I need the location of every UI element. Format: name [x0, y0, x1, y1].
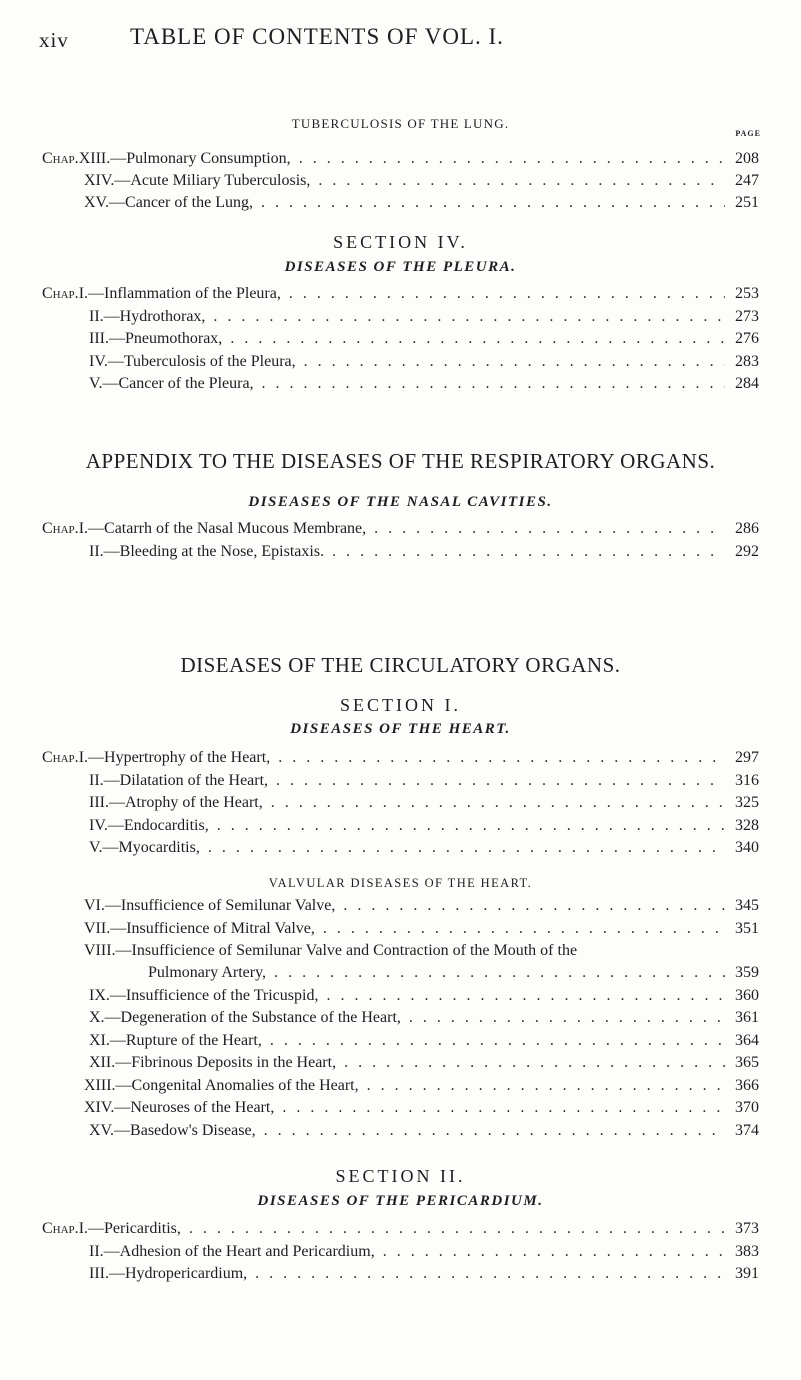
entry-page: 383 — [735, 1243, 759, 1260]
entry-page: 247 — [735, 172, 759, 189]
toc-entry — [89, 1030, 759, 1052]
entry-title: XV.—Cancer of the Lung, — [84, 194, 253, 211]
dot-leader — [359, 1075, 725, 1097]
dot-leader — [254, 373, 725, 395]
toc-entry — [89, 373, 759, 395]
dot-leader — [262, 1030, 725, 1052]
toc-entry — [89, 985, 759, 1007]
dot-leader — [375, 1241, 725, 1263]
entry-page: 284 — [735, 375, 759, 392]
dot-leader — [222, 328, 725, 350]
entry-title: IV.—Endocarditis, — [89, 817, 209, 834]
chap-label: Chap. — [42, 285, 79, 302]
dot-leader — [336, 1052, 725, 1074]
chap-label: Chap. — [42, 150, 79, 167]
dot-leader — [401, 1007, 725, 1029]
entry-title: IX.—Insufficience of the Tricuspid, — [89, 987, 319, 1004]
dot-leader — [335, 895, 725, 917]
toc-entry — [89, 351, 759, 373]
dot-leader — [310, 170, 725, 192]
toc-entry — [84, 192, 759, 214]
dot-leader — [247, 1263, 725, 1285]
entry-title: II.—Hydrothorax, — [89, 308, 206, 325]
entry-page: 253 — [735, 285, 759, 302]
toc-entry — [89, 1263, 759, 1285]
toc-entry-first-line — [84, 940, 577, 962]
toc-entry — [42, 283, 759, 305]
appendix-heading: APPENDIX TO THE DISEASES OF THE RESPIRATORY ORGANS. — [85, 449, 716, 473]
entry-title: X.—Degeneration of the Substance of the Heart, — [89, 1009, 401, 1026]
entry-title: III.—Pneumothorax, — [89, 330, 223, 347]
entry-page: 370 — [735, 1099, 759, 1116]
entry-title: I.—Inflammation of the Pleura, — [78, 285, 281, 302]
toc-entry — [42, 518, 759, 540]
tuberculosis-heading: TUBERCULOSIS OF THE LUNG. — [291, 116, 510, 131]
entry-title: I.—Pericarditis, — [78, 1220, 181, 1237]
pericardium-subheading: DISEASES OF THE PERICARDIUM. — [257, 1193, 544, 1209]
toc-entry — [89, 1120, 759, 1142]
valvular-heading: VALVULAR DISEASES OF THE HEART. — [268, 876, 533, 890]
page-number: xiv — [39, 28, 69, 52]
dot-leader — [268, 770, 725, 792]
entry-title: VII.—Insufficience of Mitral Valve, — [84, 920, 315, 937]
entry-page: 365 — [735, 1054, 759, 1071]
entry-page: 273 — [735, 308, 759, 325]
chap-label: Chap. — [42, 749, 79, 766]
section-ii-heading: SECTION II. — [335, 1166, 466, 1186]
nasal-subheading: DISEASES OF THE NASAL CAVITIES. — [248, 494, 553, 510]
entry-page: 251 — [735, 194, 759, 211]
dot-leader — [266, 962, 725, 984]
dot-leader — [315, 918, 725, 940]
entry-title: V.—Cancer of the Pleura, — [89, 375, 254, 392]
toc-entry — [89, 1052, 759, 1074]
section-iv-heading: SECTION IV. — [333, 232, 468, 252]
toc-entry — [84, 895, 759, 917]
entry-page: 366 — [735, 1077, 759, 1094]
entry-page: 373 — [735, 1220, 759, 1237]
dot-leader — [205, 306, 725, 328]
entry-page: 340 — [735, 839, 759, 856]
pleura-subheading: DISEASES OF THE PLEURA. — [284, 259, 517, 275]
entry-title: VIII.—Insufficience of Semilunar Valve and Contraction of the Mouth of the — [84, 942, 578, 959]
dot-leader — [181, 1218, 725, 1240]
dot-leader — [296, 351, 725, 373]
toc-entry — [89, 541, 759, 563]
entry-title: IV.—Tuberculosis of the Pleura, — [89, 353, 296, 370]
toc-entry — [84, 918, 759, 940]
toc-entry — [89, 837, 759, 859]
entry-title: Pulmonary Artery, — [148, 964, 267, 981]
toc-entry — [89, 328, 759, 350]
entry-page: 325 — [735, 794, 759, 811]
entry-page: 361 — [735, 1009, 759, 1026]
toc-entry — [148, 962, 759, 984]
dot-leader — [366, 518, 725, 540]
entry-title: XII.—Fibrinous Deposits in the Heart, — [89, 1054, 337, 1071]
toc-entry — [89, 306, 759, 328]
chap-label: Chap. — [42, 1220, 79, 1237]
entry-title: II.—Adhesion of the Heart and Pericardium, — [89, 1243, 375, 1260]
entry-page: 391 — [735, 1265, 759, 1282]
dot-leader — [256, 1120, 725, 1142]
dot-leader — [274, 1097, 725, 1119]
dot-leader — [253, 192, 725, 214]
toc-entry — [84, 170, 759, 192]
entry-title: XIV.—Neuroses of the Heart, — [84, 1099, 275, 1116]
dot-leader — [318, 985, 725, 1007]
toc-entry — [84, 1075, 759, 1097]
chap-label: Chap. — [42, 520, 79, 537]
entry-title: II.—Dilatation of the Heart, — [89, 772, 269, 789]
dot-leader — [200, 837, 725, 859]
toc-entry — [89, 1241, 759, 1263]
entry-title: I.—Hypertrophy of the Heart, — [78, 749, 271, 766]
entry-page: 316 — [735, 772, 759, 789]
entry-title: XI.—Rupture of the Heart, — [89, 1032, 262, 1049]
toc-entry — [84, 1097, 759, 1119]
entry-page: 359 — [735, 964, 759, 981]
dot-leader — [324, 541, 725, 563]
entry-title: VI.—Insufficience of Semilunar Valve, — [84, 897, 336, 914]
toc-entry — [89, 792, 759, 814]
entry-title: II.—Bleeding at the Nose, Epistaxis. — [89, 543, 325, 560]
entry-title: XIV.—Acute Miliary Tuberculosis, — [84, 172, 311, 189]
toc-entry — [89, 815, 759, 837]
entry-page: 208 — [735, 150, 759, 167]
entry-page: 374 — [735, 1122, 759, 1139]
toc-entry — [89, 1007, 759, 1029]
entry-page: 297 — [735, 749, 759, 766]
entry-page: 286 — [735, 520, 759, 537]
entry-page: 292 — [735, 543, 759, 560]
entry-title: III.—Hydropericardium, — [89, 1265, 248, 1282]
entry-title: XIII.—Pulmonary Consumption, — [78, 150, 291, 167]
toc-entry — [42, 747, 759, 769]
dot-leader — [270, 747, 725, 769]
entry-page: 276 — [735, 330, 759, 347]
entry-title: III.—Atrophy of the Heart, — [89, 794, 263, 811]
entry-title: XIII.—Congenital Anomalies of the Heart, — [84, 1077, 359, 1094]
heart-subheading: DISEASES OF THE HEART. — [290, 721, 511, 737]
entry-page: 345 — [735, 897, 759, 914]
entry-page: 283 — [735, 353, 759, 370]
entry-page: 328 — [735, 817, 759, 834]
entry-page: 360 — [735, 987, 759, 1004]
dot-leader — [291, 148, 725, 170]
toc-entry — [42, 148, 759, 170]
entry-page: 364 — [735, 1032, 759, 1049]
circulatory-heading: DISEASES OF THE CIRCULATORY ORGANS. — [180, 653, 621, 677]
dot-leader — [209, 815, 725, 837]
dot-leader — [263, 792, 725, 814]
section-i-heading: SECTION I. — [340, 695, 461, 715]
entry-title: I.—Catarrh of the Nasal Mucous Membrane, — [78, 520, 367, 537]
toc-entry — [42, 1218, 759, 1240]
running-head-title: TABLE OF CONTENTS OF VOL. I. — [130, 24, 504, 49]
toc-entry — [89, 770, 759, 792]
entry-title: V.—Myocarditis, — [89, 839, 200, 856]
dot-leader — [281, 283, 725, 305]
entry-title: XV.—Basedow's Disease, — [89, 1122, 256, 1139]
running-head — [0, 24, 801, 54]
entry-page: 351 — [735, 920, 759, 937]
page-column-label: PAGE — [735, 129, 761, 138]
